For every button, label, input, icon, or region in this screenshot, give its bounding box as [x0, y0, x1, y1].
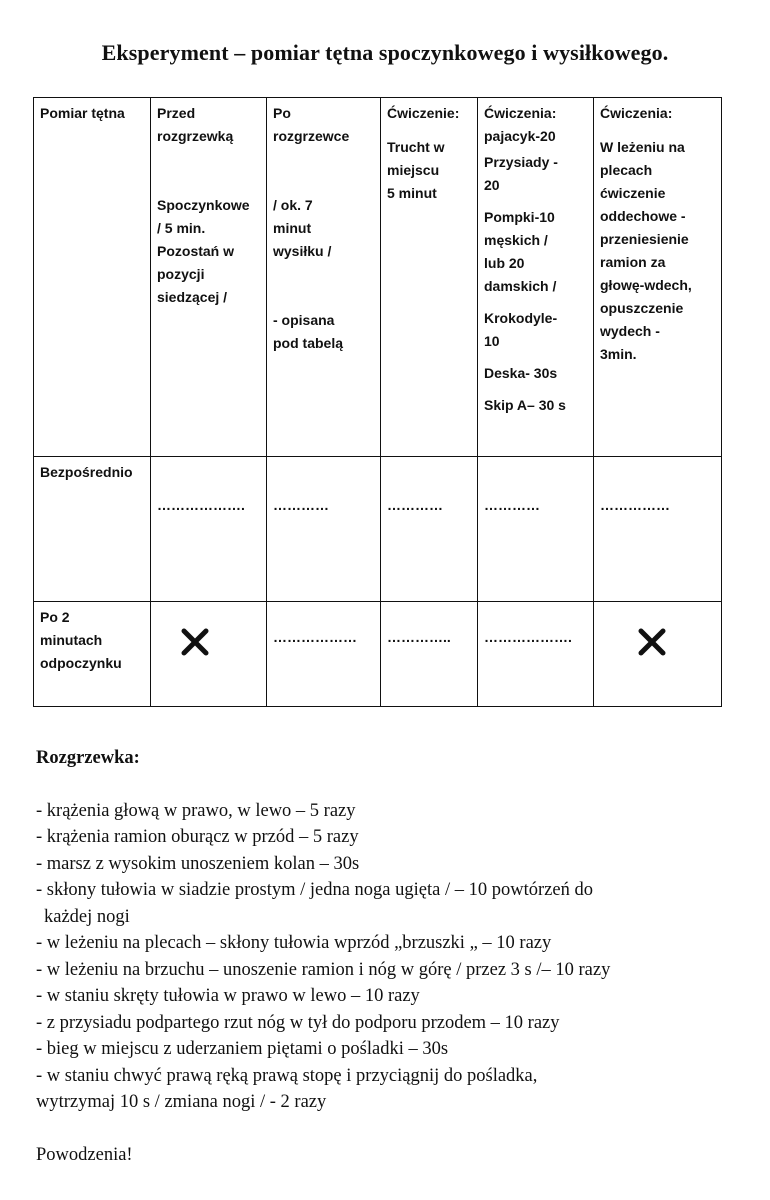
header-cell-jog: Ćwiczenie: Trucht w miejscu 5 minut [381, 98, 478, 457]
list-item: - krążenia głową w prawo, w lewo – 5 razy [36, 800, 356, 821]
table-row-immediately [34, 457, 722, 602]
table-cell-blank: …………… [594, 457, 722, 602]
table-cell-blank: ………………. [151, 457, 267, 602]
header-label: Pomiar tętna [40, 105, 125, 121]
table-cell-blank: ………… [267, 457, 381, 602]
table-row-after-rest [34, 602, 722, 707]
row-label: Po 2 minutach odpoczynku [34, 602, 151, 707]
header-cell-breathing: Ćwiczenia: W leżeniu na plecach ćwiczenie oddechowe - przeniesienie ramion za głowę-wdech, opuszczenie wydech - 3min. [594, 98, 722, 457]
x-mark-icon [636, 626, 668, 658]
header-cell-pulse [34, 98, 151, 457]
warmup-heading: Rozgrzewka: [36, 748, 140, 768]
header-cell-exercises: Ćwiczenia: pajacyk-20 Przysiady - 20 Pompki-10 męskich / lub 20 damskich / Krokodyle- 10 Deska- 30s Skip A– 30 s [478, 98, 594, 457]
list-item: - w leżeniu na plecach – skłony tułowia wprzód „brzuszki „ – 10 razy [36, 933, 552, 953]
list-item: wytrzymaj 10 s / zmiana nogi / - 2 razy [36, 1092, 327, 1112]
header-cell-after-warmup: Po rozgrzewce / ok. 7 minut wysiłku / - opisana pod tabelą [267, 98, 381, 457]
closing-text: Powodzenia! [36, 1144, 133, 1165]
table-cell-blank: ………………. [478, 602, 594, 707]
header-cell-before-warmup: Przed rozgrzewką Spoczynkowe / 5 min. Pozostań w pozycji siedzącej / [151, 98, 267, 457]
list-item: każdej nogi [44, 906, 130, 927]
list-item: - w staniu skręty tułowia w prawo w lewo – 10 razy [36, 986, 420, 1006]
list-item: - bieg w miejscu z uderzaniem piętami o pośladki – 30s [36, 1039, 449, 1059]
list-item: - w staniu chwyć prawą ręką prawą stopę i przyciągnij do pośladka, [36, 1065, 538, 1086]
row-label: Bezpośrednio [34, 457, 151, 602]
list-item: - w leżeniu na brzuchu – unoszenie ramion i nóg w górę / przez 3 s /– 10 razy [36, 959, 611, 980]
table-cell-crossed [594, 602, 722, 707]
x-mark-icon [179, 626, 211, 658]
table-cell-crossed [151, 602, 267, 707]
list-item: - krążenia ramion oburącz w przód – 5 razy [36, 827, 359, 847]
table-cell-blank: ………… [381, 457, 478, 602]
list-item: - z przysiadu podpartego rzut nóg w tył do podporu przodem – 10 razy [36, 1012, 560, 1033]
table-cell-blank: ………… [478, 457, 594, 602]
page-title: Eksperyment – pomiar tętna spoczynkowego i wysiłkowego. [101, 40, 669, 65]
pulse-measurement-table [33, 97, 722, 707]
table-header-row [34, 98, 722, 457]
table-cell-blank: ……………… [267, 602, 381, 707]
warmup-section [36, 745, 736, 1168]
list-item: - skłony tułowia w siadzie prostym / jedna noga ugięta / – 10 powtórzeń do [36, 880, 593, 900]
table-cell-blank: ………….. [381, 602, 478, 707]
list-item: - marsz z wysokim unoszeniem kolan – 30s [36, 853, 360, 874]
